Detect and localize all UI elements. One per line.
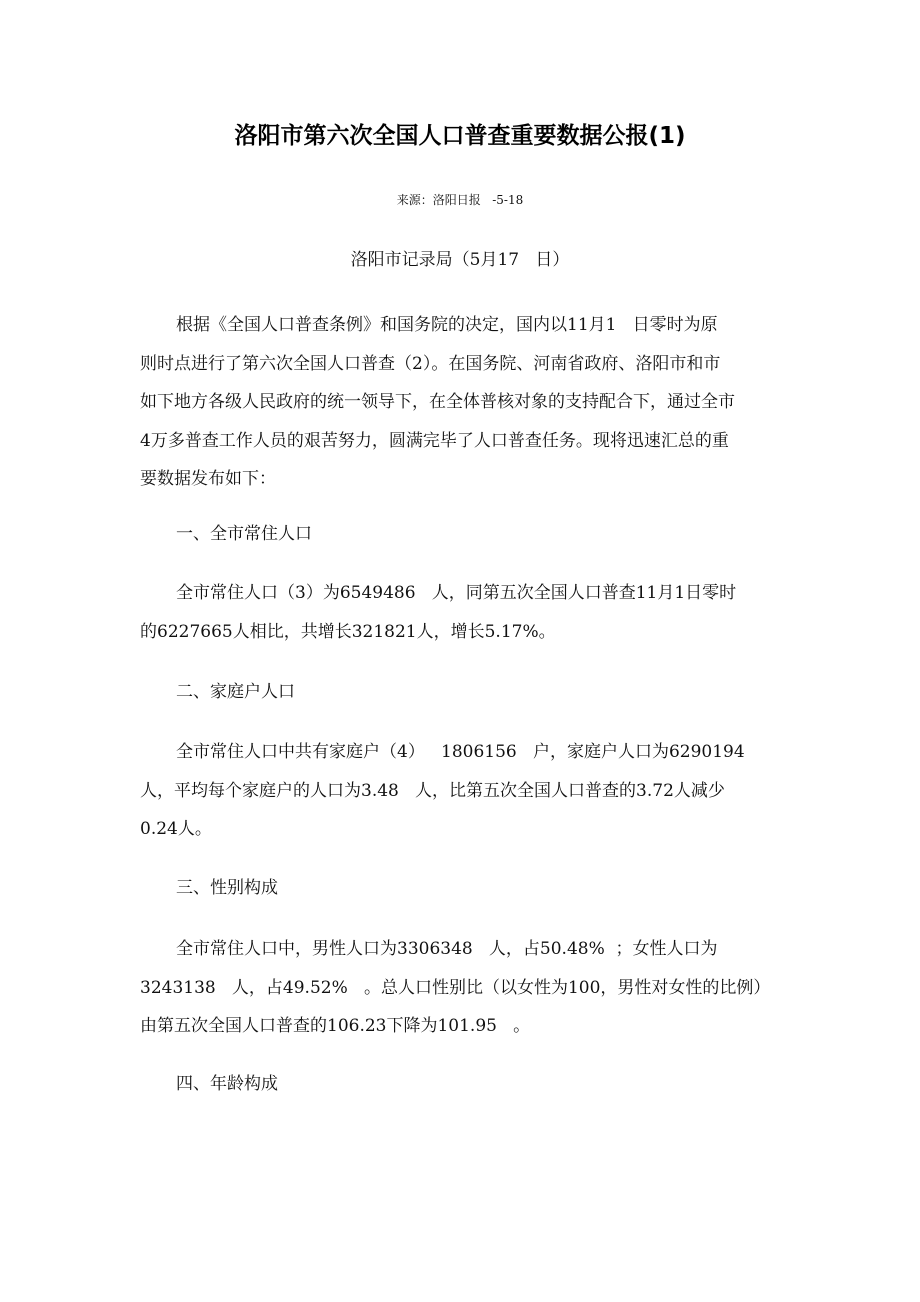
paragraph-line: 根据《全国人口普查条例》和国务院的决定，国内以11月1 日零时为原: [176, 315, 718, 335]
paragraph-line: 4万多普查工作人员的艰苦努力，圆满完毕了人口普查任务。现将迅速汇总的重: [140, 430, 729, 451]
paragraph-line: 0.24人。: [140, 819, 212, 839]
paragraph-line: 人，平均每个家庭户的人口为3.48 人，比第五次全国人口普查的3.72人减少: [140, 780, 725, 801]
intro-paragraph: [140, 306, 782, 499]
issuer-line: 洛阳市记录局（5月17 日）: [350, 250, 570, 270]
paragraph-line: 的6227665人相比，共增长321821人，增长5.17%。: [140, 621, 556, 642]
paragraph-line: 如下地方各级人民政府的统一领导下，在全体普核对象的支持配合下，通过全市: [140, 392, 735, 412]
section-heading: 二、家庭户人口: [176, 682, 295, 702]
paragraph-line: 全市常住人口中，男性人口为3306348 人，占50.48% ；女性人口为: [176, 939, 718, 959]
paragraph-line: 3243138 人，占49.52% 。总人口性别比（以女性为100，男性对女性的比例）: [140, 977, 771, 998]
paragraph-line: 全市常住人口中共有家庭户（4） 1806156 户，家庭户人口为6290194: [176, 742, 745, 762]
section-paragraph: [140, 930, 782, 1046]
section-heading: 四、年龄构成: [176, 1074, 278, 1094]
document-title: 洛阳市第六次全国人口普查重要数据公报(1): [234, 123, 686, 149]
section-heading: 一、全市常住人口: [176, 524, 312, 544]
paragraph-line: 全市常住人口（3）为6549486 人，同第五次全国人口普查11月1日零时: [176, 583, 737, 603]
paragraph-line: 要数据发布如下：: [140, 469, 276, 489]
paragraph-line: 则时点进行了第六次全国人口普查（2）。在国务院、河南省政府、洛阳市和市: [140, 353, 721, 374]
section-paragraph: [140, 574, 782, 651]
section-paragraph: [140, 733, 782, 849]
source-line: 来源：洛阳日报 -5-18: [396, 193, 524, 207]
section-heading: 三、性别构成: [176, 878, 278, 898]
paragraph-line: 由第五次全国人口普查的106.23下降为101.95 。: [140, 1016, 531, 1036]
